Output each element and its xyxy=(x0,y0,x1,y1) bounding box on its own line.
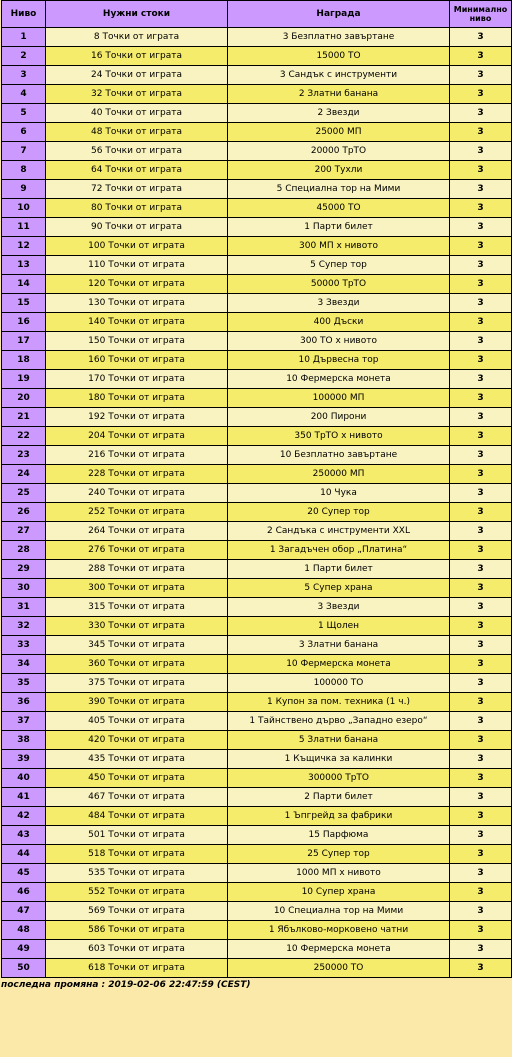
cell-min-level: 3 xyxy=(450,275,512,294)
cell-min-level: 3 xyxy=(450,598,512,617)
cell-required-goods: 110 Точки от играта xyxy=(46,256,228,275)
table-row xyxy=(2,446,512,465)
cell-level: 47 xyxy=(2,902,46,921)
cell-min-level: 3 xyxy=(450,579,512,598)
header-min-level: Минимално ниво xyxy=(450,1,512,28)
cell-level: 10 xyxy=(2,199,46,218)
cell-min-level: 3 xyxy=(450,731,512,750)
cell-min-level: 3 xyxy=(450,769,512,788)
table-row xyxy=(2,845,512,864)
cell-required-goods: 276 Точки от играта xyxy=(46,541,228,560)
cell-reward: 1 Къщичка за калинки xyxy=(228,750,450,769)
cell-reward: 1 Ъпгрейд за фабрики xyxy=(228,807,450,826)
table-row xyxy=(2,541,512,560)
cell-min-level: 3 xyxy=(450,693,512,712)
cell-min-level: 3 xyxy=(450,180,512,199)
cell-reward: 3 Златни банана xyxy=(228,636,450,655)
cell-min-level: 3 xyxy=(450,123,512,142)
table-row xyxy=(2,123,512,142)
cell-min-level: 3 xyxy=(450,408,512,427)
cell-reward: 300 МП x нивото xyxy=(228,237,450,256)
cell-min-level: 3 xyxy=(450,28,512,47)
cell-level: 14 xyxy=(2,275,46,294)
cell-reward: 1 Тайнствено дърво „Западно езеро“ xyxy=(228,712,450,731)
cell-required-goods: 228 Точки от играта xyxy=(46,465,228,484)
table-row xyxy=(2,142,512,161)
table-row xyxy=(2,313,512,332)
cell-level: 9 xyxy=(2,180,46,199)
cell-min-level: 3 xyxy=(450,617,512,636)
cell-min-level: 3 xyxy=(450,940,512,959)
table-row xyxy=(2,465,512,484)
cell-required-goods: 252 Точки от играта xyxy=(46,503,228,522)
cell-reward: 400 Дъски xyxy=(228,313,450,332)
table-row xyxy=(2,750,512,769)
cell-reward: 10 Фермерска монета xyxy=(228,370,450,389)
cell-level: 19 xyxy=(2,370,46,389)
table-row xyxy=(2,408,512,427)
cell-reward: 10 Безплатно завъртане xyxy=(228,446,450,465)
cell-level: 26 xyxy=(2,503,46,522)
header-level: Ниво xyxy=(2,1,46,28)
cell-required-goods: 120 Точки от играта xyxy=(46,275,228,294)
table-row xyxy=(2,655,512,674)
cell-required-goods: 170 Точки от играта xyxy=(46,370,228,389)
cell-level: 48 xyxy=(2,921,46,940)
table-row xyxy=(2,617,512,636)
cell-required-goods: 375 Точки от играта xyxy=(46,674,228,693)
cell-level: 18 xyxy=(2,351,46,370)
cell-level: 28 xyxy=(2,541,46,560)
cell-required-goods: 420 Точки от играта xyxy=(46,731,228,750)
cell-reward: 10 Фермерска монета xyxy=(228,655,450,674)
cell-reward: 2 Парти билет xyxy=(228,788,450,807)
cell-required-goods: 330 Точки от играта xyxy=(46,617,228,636)
last-change-footer: последна промяна : 2019-02-06 22:47:59 (CEST) xyxy=(1,980,251,990)
table-row xyxy=(2,332,512,351)
cell-reward: 45000 ТО xyxy=(228,199,450,218)
table-row xyxy=(2,237,512,256)
cell-level: 38 xyxy=(2,731,46,750)
cell-min-level: 3 xyxy=(450,332,512,351)
cell-level: 35 xyxy=(2,674,46,693)
cell-level: 45 xyxy=(2,864,46,883)
cell-reward: 20 Супер тор xyxy=(228,503,450,522)
cell-reward: 25 Супер тор xyxy=(228,845,450,864)
cell-level: 11 xyxy=(2,218,46,237)
cell-required-goods: 569 Точки от играта xyxy=(46,902,228,921)
cell-required-goods: 24 Точки от играта xyxy=(46,66,228,85)
cell-min-level: 3 xyxy=(450,142,512,161)
cell-reward: 5 Супер храна xyxy=(228,579,450,598)
cell-required-goods: 518 Точки от играта xyxy=(46,845,228,864)
table-row xyxy=(2,826,512,845)
table-row xyxy=(2,370,512,389)
table-row xyxy=(2,560,512,579)
cell-required-goods: 535 Точки от играта xyxy=(46,864,228,883)
cell-required-goods: 16 Точки от играта xyxy=(46,47,228,66)
cell-level: 5 xyxy=(2,104,46,123)
cell-reward: 1000 МП x нивото xyxy=(228,864,450,883)
cell-level: 37 xyxy=(2,712,46,731)
cell-min-level: 3 xyxy=(450,161,512,180)
cell-min-level: 3 xyxy=(450,218,512,237)
cell-required-goods: 618 Точки от играта xyxy=(46,959,228,978)
cell-min-level: 3 xyxy=(450,313,512,332)
cell-level: 32 xyxy=(2,617,46,636)
cell-reward: 5 Специална тор на Мими xyxy=(228,180,450,199)
cell-min-level: 3 xyxy=(450,712,512,731)
cell-required-goods: 180 Точки от играта xyxy=(46,389,228,408)
cell-level: 40 xyxy=(2,769,46,788)
cell-level: 2 xyxy=(2,47,46,66)
cell-required-goods: 140 Точки от играта xyxy=(46,313,228,332)
table-row xyxy=(2,522,512,541)
cell-level: 30 xyxy=(2,579,46,598)
table-row xyxy=(2,161,512,180)
cell-level: 12 xyxy=(2,237,46,256)
table-row xyxy=(2,579,512,598)
cell-required-goods: 48 Точки от играта xyxy=(46,123,228,142)
cell-min-level: 3 xyxy=(450,636,512,655)
table-row xyxy=(2,47,512,66)
cell-required-goods: 32 Точки от играта xyxy=(46,85,228,104)
cell-required-goods: 90 Точки от играта xyxy=(46,218,228,237)
table-row xyxy=(2,351,512,370)
cell-min-level: 3 xyxy=(450,807,512,826)
cell-reward: 10 Специална тор на Мими xyxy=(228,902,450,921)
cell-min-level: 3 xyxy=(450,560,512,579)
cell-level: 17 xyxy=(2,332,46,351)
cell-reward: 1 Щолен xyxy=(228,617,450,636)
table-row xyxy=(2,807,512,826)
cell-required-goods: 360 Точки от играта xyxy=(46,655,228,674)
cell-required-goods: 240 Точки от играта xyxy=(46,484,228,503)
cell-reward: 3 Звезди xyxy=(228,294,450,313)
cell-reward: 50000 ТрТО xyxy=(228,275,450,294)
cell-min-level: 3 xyxy=(450,674,512,693)
cell-level: 25 xyxy=(2,484,46,503)
cell-min-level: 3 xyxy=(450,788,512,807)
cell-min-level: 3 xyxy=(450,446,512,465)
cell-required-goods: 603 Точки от играта xyxy=(46,940,228,959)
levels-table xyxy=(1,0,512,978)
cell-reward: 100000 ТО xyxy=(228,674,450,693)
cell-reward: 1 Ябълково-морковено чатни xyxy=(228,921,450,940)
cell-min-level: 3 xyxy=(450,484,512,503)
cell-reward: 250000 МП xyxy=(228,465,450,484)
cell-required-goods: 288 Точки от играта xyxy=(46,560,228,579)
cell-level: 39 xyxy=(2,750,46,769)
cell-level: 23 xyxy=(2,446,46,465)
cell-min-level: 3 xyxy=(450,47,512,66)
cell-min-level: 3 xyxy=(450,351,512,370)
cell-level: 16 xyxy=(2,313,46,332)
table-row xyxy=(2,199,512,218)
cell-level: 24 xyxy=(2,465,46,484)
cell-reward: 300 ТО x нивото xyxy=(228,332,450,351)
cell-reward: 2 Сандъка с инструменти XXL xyxy=(228,522,450,541)
table-row xyxy=(2,389,512,408)
table-header-row xyxy=(2,1,512,28)
cell-reward: 25000 МП xyxy=(228,123,450,142)
table-row xyxy=(2,883,512,902)
cell-min-level: 3 xyxy=(450,370,512,389)
cell-min-level: 3 xyxy=(450,921,512,940)
table-row xyxy=(2,712,512,731)
cell-required-goods: 552 Точки от играта xyxy=(46,883,228,902)
table-row xyxy=(2,218,512,237)
cell-level: 13 xyxy=(2,256,46,275)
cell-level: 50 xyxy=(2,959,46,978)
cell-reward: 5 Златни банана xyxy=(228,731,450,750)
cell-min-level: 3 xyxy=(450,256,512,275)
table-row xyxy=(2,598,512,617)
table-row xyxy=(2,503,512,522)
cell-required-goods: 160 Точки от играта xyxy=(46,351,228,370)
cell-reward: 10 Чука xyxy=(228,484,450,503)
cell-required-goods: 56 Точки от играта xyxy=(46,142,228,161)
cell-min-level: 3 xyxy=(450,883,512,902)
cell-reward: 2 Звезди xyxy=(228,104,450,123)
table-row xyxy=(2,66,512,85)
table-row xyxy=(2,940,512,959)
cell-min-level: 3 xyxy=(450,902,512,921)
cell-reward: 5 Супер тор xyxy=(228,256,450,275)
table-row xyxy=(2,788,512,807)
cell-reward: 1 Парти билет xyxy=(228,560,450,579)
header-reward: Награда xyxy=(228,1,450,28)
cell-level: 29 xyxy=(2,560,46,579)
cell-min-level: 3 xyxy=(450,389,512,408)
cell-level: 42 xyxy=(2,807,46,826)
cell-min-level: 3 xyxy=(450,294,512,313)
cell-required-goods: 130 Точки от играта xyxy=(46,294,228,313)
cell-required-goods: 484 Точки от играта xyxy=(46,807,228,826)
cell-required-goods: 150 Точки от играта xyxy=(46,332,228,351)
table-row xyxy=(2,180,512,199)
cell-level: 41 xyxy=(2,788,46,807)
table-row xyxy=(2,104,512,123)
cell-min-level: 3 xyxy=(450,864,512,883)
cell-required-goods: 450 Точки от играта xyxy=(46,769,228,788)
cell-level: 3 xyxy=(2,66,46,85)
cell-required-goods: 100 Точки от играта xyxy=(46,237,228,256)
cell-required-goods: 435 Точки от играта xyxy=(46,750,228,769)
cell-min-level: 3 xyxy=(450,826,512,845)
cell-min-level: 3 xyxy=(450,104,512,123)
table-row xyxy=(2,275,512,294)
cell-reward: 100000 МП xyxy=(228,389,450,408)
cell-required-goods: 216 Точки от играта xyxy=(46,446,228,465)
cell-min-level: 3 xyxy=(450,522,512,541)
cell-level: 33 xyxy=(2,636,46,655)
cell-reward: 15 Парфюма xyxy=(228,826,450,845)
cell-required-goods: 192 Точки от играта xyxy=(46,408,228,427)
cell-reward: 200 Пирони xyxy=(228,408,450,427)
cell-required-goods: 345 Точки от играта xyxy=(46,636,228,655)
cell-reward: 3 Безплатно завъртане xyxy=(228,28,450,47)
cell-min-level: 3 xyxy=(450,503,512,522)
cell-level: 15 xyxy=(2,294,46,313)
cell-required-goods: 264 Точки от играта xyxy=(46,522,228,541)
table-row xyxy=(2,959,512,978)
cell-min-level: 3 xyxy=(450,66,512,85)
cell-required-goods: 467 Точки от играта xyxy=(46,788,228,807)
cell-required-goods: 80 Точки от играта xyxy=(46,199,228,218)
cell-min-level: 3 xyxy=(450,465,512,484)
table-body xyxy=(2,28,512,978)
cell-reward: 1 Загадъчен обор „Платина“ xyxy=(228,541,450,560)
cell-required-goods: 390 Точки от играта xyxy=(46,693,228,712)
table-row xyxy=(2,484,512,503)
cell-level: 1 xyxy=(2,28,46,47)
table-row xyxy=(2,731,512,750)
cell-level: 31 xyxy=(2,598,46,617)
header-required-goods: Нужни стоки xyxy=(46,1,228,28)
cell-required-goods: 204 Точки от играта xyxy=(46,427,228,446)
cell-min-level: 3 xyxy=(450,959,512,978)
table-row xyxy=(2,427,512,446)
cell-required-goods: 501 Точки от играта xyxy=(46,826,228,845)
cell-min-level: 3 xyxy=(450,237,512,256)
table-row xyxy=(2,674,512,693)
cell-min-level: 3 xyxy=(450,845,512,864)
cell-reward: 250000 ТО xyxy=(228,959,450,978)
cell-min-level: 3 xyxy=(450,750,512,769)
cell-reward: 3 Звезди xyxy=(228,598,450,617)
table-row xyxy=(2,294,512,313)
cell-level: 27 xyxy=(2,522,46,541)
cell-level: 8 xyxy=(2,161,46,180)
cell-reward: 350 ТрТО x нивото xyxy=(228,427,450,446)
cell-level: 6 xyxy=(2,123,46,142)
table-row xyxy=(2,902,512,921)
cell-min-level: 3 xyxy=(450,655,512,674)
cell-reward: 1 Парти билет xyxy=(228,218,450,237)
cell-level: 49 xyxy=(2,940,46,959)
table-row xyxy=(2,85,512,104)
cell-required-goods: 64 Точки от играта xyxy=(46,161,228,180)
cell-required-goods: 405 Точки от играта xyxy=(46,712,228,731)
cell-reward: 300000 ТрТО xyxy=(228,769,450,788)
cell-min-level: 3 xyxy=(450,85,512,104)
cell-level: 34 xyxy=(2,655,46,674)
cell-required-goods: 72 Точки от играта xyxy=(46,180,228,199)
cell-min-level: 3 xyxy=(450,199,512,218)
cell-level: 43 xyxy=(2,826,46,845)
cell-reward: 200 Тухли xyxy=(228,161,450,180)
cell-required-goods: 40 Точки от играта xyxy=(46,104,228,123)
cell-min-level: 3 xyxy=(450,541,512,560)
table-row xyxy=(2,864,512,883)
cell-reward: 10 Дървесна тор xyxy=(228,351,450,370)
cell-reward: 10 Фермерска монета xyxy=(228,940,450,959)
table-row xyxy=(2,769,512,788)
cell-min-level: 3 xyxy=(450,427,512,446)
cell-level: 46 xyxy=(2,883,46,902)
cell-reward: 1 Купон за пом. техника (1 ч.) xyxy=(228,693,450,712)
cell-level: 21 xyxy=(2,408,46,427)
table-row xyxy=(2,636,512,655)
cell-level: 4 xyxy=(2,85,46,104)
cell-required-goods: 315 Точки от играта xyxy=(46,598,228,617)
cell-level: 36 xyxy=(2,693,46,712)
cell-reward: 2 Златни банана xyxy=(228,85,450,104)
table-row xyxy=(2,921,512,940)
cell-level: 22 xyxy=(2,427,46,446)
table-row xyxy=(2,256,512,275)
cell-required-goods: 8 Точки от играта xyxy=(46,28,228,47)
cell-reward: 10 Супер храна xyxy=(228,883,450,902)
cell-required-goods: 586 Точки от играта xyxy=(46,921,228,940)
cell-level: 7 xyxy=(2,142,46,161)
cell-required-goods: 300 Точки от играта xyxy=(46,579,228,598)
table-row xyxy=(2,693,512,712)
cell-level: 44 xyxy=(2,845,46,864)
cell-reward: 15000 ТО xyxy=(228,47,450,66)
cell-reward: 3 Сандък с инструменти xyxy=(228,66,450,85)
cell-level: 20 xyxy=(2,389,46,408)
cell-reward: 20000 ТрТО xyxy=(228,142,450,161)
table-row xyxy=(2,28,512,47)
